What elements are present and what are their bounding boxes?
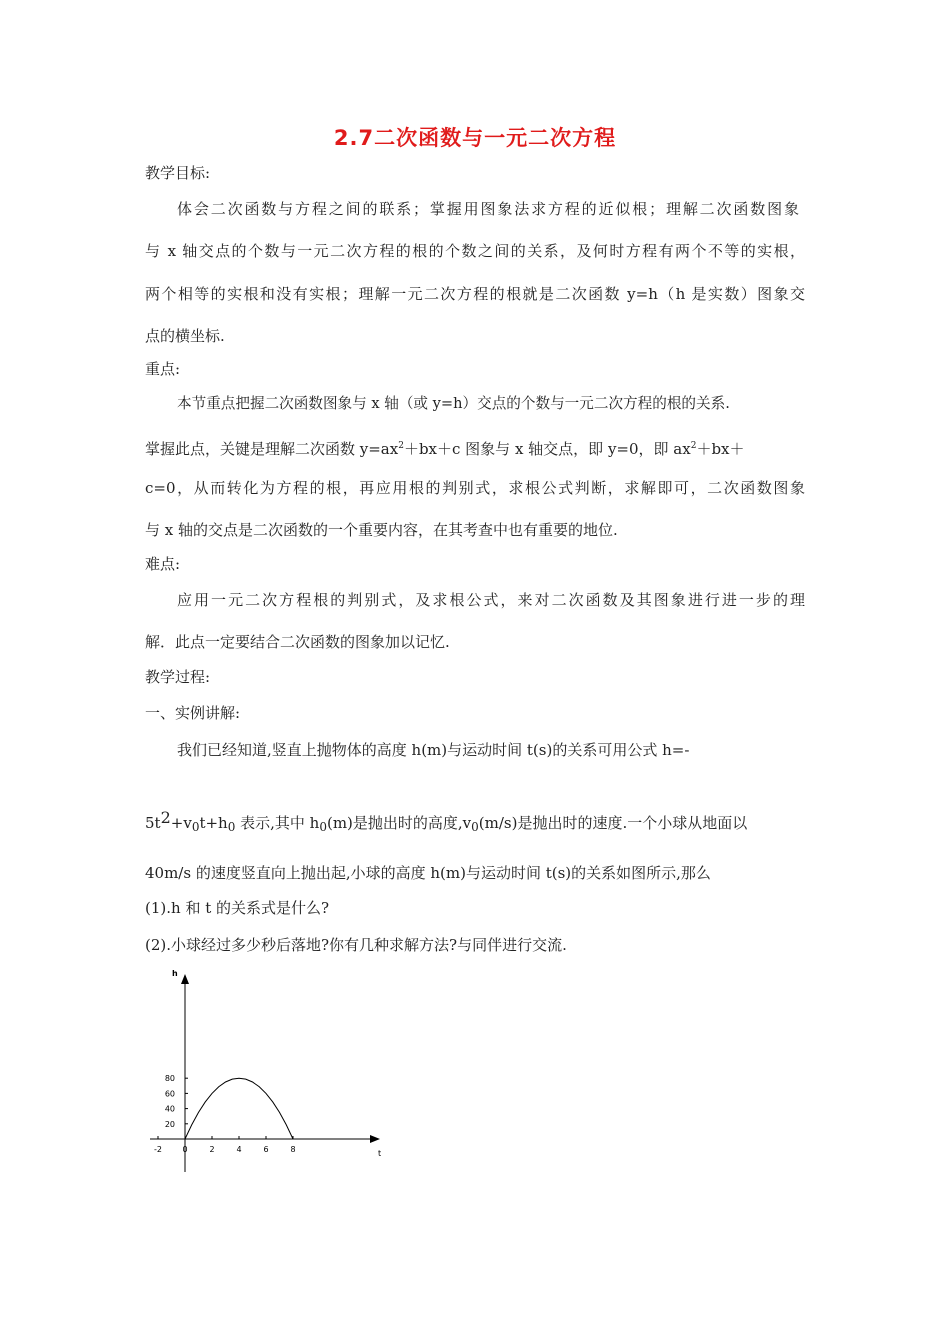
- key-heading: 重点:: [145, 360, 181, 378]
- goal-line-3: 两个相等的实根和没有实根；理解一元二次方程的根就是二次函数 y=h（h 是实数）图象交: [145, 285, 805, 303]
- y-axis-arrow: [181, 974, 189, 984]
- y-tick-label: 80: [164, 1074, 175, 1084]
- goal-line-1: 体会二次函数与方程之间的联系；掌握用图象法求方程的近似根；理解二次函数图象: [177, 200, 799, 218]
- superscript-2: 2: [690, 441, 697, 451]
- difficulty-line-1: 应用一元二次方程根的判别式，及求根公式，来对二次函数及其图象进行进一步的理: [177, 591, 805, 609]
- formula-sub-0: 0: [319, 820, 327, 834]
- formula-sup-2: 2: [160, 808, 171, 827]
- process-heading: 教学过程:: [145, 668, 211, 686]
- process-paragraph-3: 40m/s 的速度竖直向上抛出起,小球的高度 h(m)与运动时间 t(s)的关系如图所示,那么: [145, 864, 711, 882]
- page-title: 2.7二次函数与一元二次方程: [333, 126, 617, 150]
- y-tick-label: 20: [164, 1119, 175, 1129]
- difficulty-line-2: 解．此点一定要结合二次函数的图象加以记忆.: [145, 633, 450, 651]
- question-2: (2).小球经过多少秒后落地?你有几种求解方法?与同伴进行交流.: [145, 936, 567, 954]
- formula-sub-0: 0: [191, 820, 200, 834]
- x-tick-label: 0: [182, 1145, 188, 1154]
- goal-line-2: 与 x 轴交点的个数与一元二次方程的根的个数之间的关系，及何时方程有两个不等的实根，: [145, 242, 805, 260]
- y-tick-label: 40: [164, 1104, 175, 1114]
- key-line-4: 与 x 轴的交点是二次函数的一个重要内容，在其考查中也有重要的地位.: [145, 521, 618, 539]
- y-axis-label: h: [172, 969, 178, 978]
- process-paragraph-2: [145, 808, 747, 837]
- x-axis-arrow: [370, 1135, 380, 1143]
- section-heading: 一、实例讲解:: [145, 704, 241, 722]
- x-tick-label: 8: [290, 1145, 296, 1154]
- superscript-2: 2: [398, 441, 404, 451]
- x-tick-label: 6: [263, 1145, 269, 1154]
- key-line-3: c=0，从而转化为方程的根，再应用根的判别式，求根公式判断，求解即可，二次函数图象: [145, 479, 805, 497]
- formula-sub-0: 0: [471, 820, 479, 834]
- x-tick-label: 4: [236, 1145, 242, 1154]
- y-tick-label: 60: [164, 1089, 175, 1099]
- key-line-2-part-c: ＋bx＋: [696, 440, 745, 458]
- process-text-b: (m)是抛出时的高度,v: [326, 814, 472, 832]
- height-time-chart: [140, 960, 400, 1180]
- question-1: (1).h 和 t 的关系式是什么?: [145, 899, 330, 917]
- x-axis-label: t: [378, 1149, 382, 1158]
- x-tick-label: 2: [209, 1145, 215, 1154]
- formula-5t: 5t: [145, 814, 161, 832]
- process-text-c: (m/s)是抛出时的速度.一个小球从地面以: [478, 814, 748, 832]
- goal-heading: 教学目标:: [145, 164, 211, 182]
- x-tick-label: -2: [154, 1145, 162, 1154]
- goal-line-4: 点的横坐标.: [145, 327, 225, 345]
- process-paragraph-1: 我们已经知道,竖直上抛物体的高度 h(m)与运动时间 t(s)的关系可用公式 h=-: [177, 741, 690, 759]
- key-line-2-part-b: ＋bx＋c 图象与 x 轴交点，即 y=0，即 ax: [403, 440, 691, 458]
- key-line-2-part-a: 掌握此点，关键是理解二次函数 y=ax: [145, 440, 399, 458]
- difficulty-heading: 难点:: [145, 555, 181, 573]
- formula-th: t+h: [199, 814, 228, 832]
- formula-v: +v: [170, 814, 192, 832]
- key-line-1: 本节重点把握二次函数图象与 x 轴（或 y=h）交点的个数与一元二次方程的根的关系.: [177, 395, 730, 412]
- process-text-a: 表示,其中 h: [235, 814, 320, 832]
- parabola-series-line: [185, 1078, 293, 1139]
- key-line-2: [145, 436, 745, 459]
- formula-sub-0: 0: [227, 820, 236, 834]
